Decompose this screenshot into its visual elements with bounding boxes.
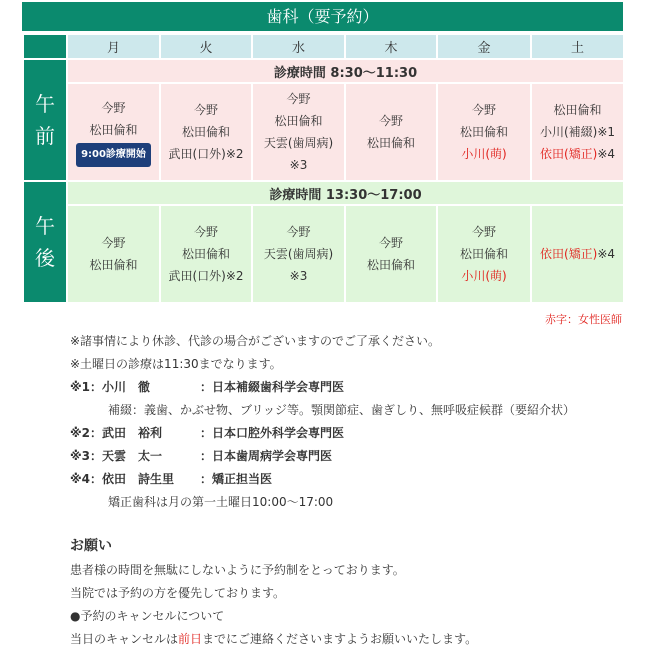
female-doctor-name: 依田(矯正) — [539, 147, 598, 161]
pm-cell-火 — [160, 205, 252, 303]
doctor-entry: ※3 — [289, 269, 308, 283]
doctor-entry: 今野 — [286, 225, 311, 239]
doctor-name: ※4：依田 詩生里 — [70, 472, 175, 486]
doctor-entry: 松田倫和 — [366, 136, 415, 150]
doctor-entry: 松田倫和 — [89, 123, 138, 137]
doctor-name: ※1：小川 徹 — [70, 380, 151, 394]
doctor-note-3 — [70, 446, 640, 469]
am-cell-土 — [531, 83, 624, 181]
doctor-entry: 松田倫和 — [366, 258, 415, 272]
am-hours: 診療時間 8:30〜11:30 — [67, 59, 624, 83]
doctor-note-4 — [70, 469, 640, 492]
doctor-entry: 武田(口外)※2 — [168, 269, 244, 283]
doctor-entry: 今野 — [193, 225, 218, 239]
doctor-entry-female — [532, 243, 623, 265]
doctor-entry: 松田倫和 — [553, 103, 602, 117]
doctor-name: ※2：武田 裕利 — [70, 426, 163, 440]
pm-label-text: 午後 — [35, 214, 55, 270]
doctor-entry: 松田倫和 — [89, 258, 138, 272]
female-doctor-name: 依田(矯正) — [539, 247, 598, 261]
doctor-entry: 今野 — [193, 103, 218, 117]
doctor-entry: 松田倫和 — [274, 114, 323, 128]
pm-label — [23, 181, 67, 303]
doctor-note-2 — [70, 423, 640, 446]
doctor-entry: 今野 — [286, 92, 311, 106]
doctor-specialty: ：日本補綴歯科学会専門医 — [200, 380, 345, 394]
note-saturday: ※土曜日の診療は11:30までなります。 — [70, 357, 282, 371]
doctor-entry-female — [438, 143, 530, 165]
doctor-entry: 松田倫和 — [459, 247, 508, 261]
footnote-mark: ※4 — [597, 147, 616, 161]
request-section — [70, 536, 640, 651]
doctor-entry: 松田倫和 — [181, 125, 230, 139]
doctor-entry: 今野 — [101, 101, 126, 115]
am-label-text: 午前 — [35, 92, 55, 148]
start-time-badge: 9:00診療開始 — [76, 143, 151, 167]
request-line: ●予約のキャンセルについて — [70, 609, 225, 623]
pm-cell-木 — [345, 205, 437, 303]
doctor-entry: 天雲(歯周病) — [263, 136, 334, 150]
cancel-post: までにご連絡くださいますようお願いいたします。 — [202, 632, 478, 646]
doctor-entry: 今野 — [378, 236, 403, 250]
doctor-detail: 矯正歯科は月の第一土曜日10:00〜17:00 — [108, 495, 334, 509]
doctor-entry: 松田倫和 — [181, 247, 230, 261]
female-doctor-name: 小川(萌) — [461, 269, 507, 283]
am-cell-火 — [160, 83, 252, 181]
day-header: 金 — [437, 34, 531, 59]
am-cell-木 — [345, 83, 437, 181]
day-header: 月 — [67, 34, 160, 59]
am-label — [23, 59, 67, 181]
doctor-entry: 今野 — [471, 225, 496, 239]
doctor-specialty: ：矯正担当医 — [200, 472, 273, 486]
notes — [70, 331, 640, 515]
doctor-entry: 小川(補綴)※1 — [539, 125, 616, 139]
footnote-mark: ※4 — [597, 247, 616, 261]
page-title: 歯科（要予約） — [22, 2, 623, 31]
doctor-note-1 — [70, 377, 640, 400]
pm-cell-土 — [531, 205, 624, 303]
request-line: 患者様の時間を無駄にしないように予約制をとっております。 — [70, 563, 405, 577]
doctor-entry: 今野 — [378, 114, 403, 128]
doctor-entry: 松田倫和 — [459, 125, 508, 139]
cancel-pre: 当日のキャンセルは — [70, 632, 179, 646]
request-line: 当院では予約の方を優先しております。 — [70, 586, 286, 600]
doctor-specialty: ：日本歯周病学会専門医 — [200, 449, 333, 463]
doctor-detail: 補綴：義歯、かぶせ物、ブリッジ等。顎関節症、歯ぎしり、無呼吸症候群（要紹介状） — [108, 403, 576, 417]
doctor-entry: ※3 — [289, 158, 308, 172]
legend-female-doctor: 赤字：女性医師 — [545, 313, 622, 326]
am-cell-水 — [252, 83, 345, 181]
day-header: 水 — [252, 34, 345, 59]
doctor-entry: 武田(口外)※2 — [168, 147, 244, 161]
cancel-deadline: 前日 — [178, 632, 203, 646]
day-header: 火 — [160, 34, 252, 59]
pm-cell-金 — [437, 205, 531, 303]
doctor-specialty: ：日本口腔外科学会専門医 — [200, 426, 345, 440]
doctor-entry: 今野 — [471, 103, 496, 117]
am-cell-金 — [437, 83, 531, 181]
request-line — [70, 629, 640, 651]
female-doctor-name: 小川(萌) — [461, 147, 507, 161]
pm-hours: 診療時間 13:30〜17:00 — [67, 181, 624, 205]
pm-cell-月 — [67, 205, 160, 303]
doctor-entry-female — [438, 265, 530, 287]
doctor-entry: 今野 — [101, 236, 126, 250]
day-header: 土 — [531, 34, 624, 59]
corner-cell — [23, 34, 67, 59]
am-cell-月 — [67, 83, 160, 181]
doctor-entry-female — [532, 143, 623, 165]
doctor-entry: 天雲(歯周病) — [263, 247, 334, 261]
request-heading: お願い — [70, 538, 112, 554]
schedule-table — [22, 33, 625, 304]
day-header: 木 — [345, 34, 437, 59]
note-closure: ※諸事情により休診、代診の場合がございますのでご了承ください。 — [70, 334, 441, 348]
doctor-name: ※3：天雲 太一 — [70, 449, 163, 463]
pm-cell-水 — [252, 205, 345, 303]
